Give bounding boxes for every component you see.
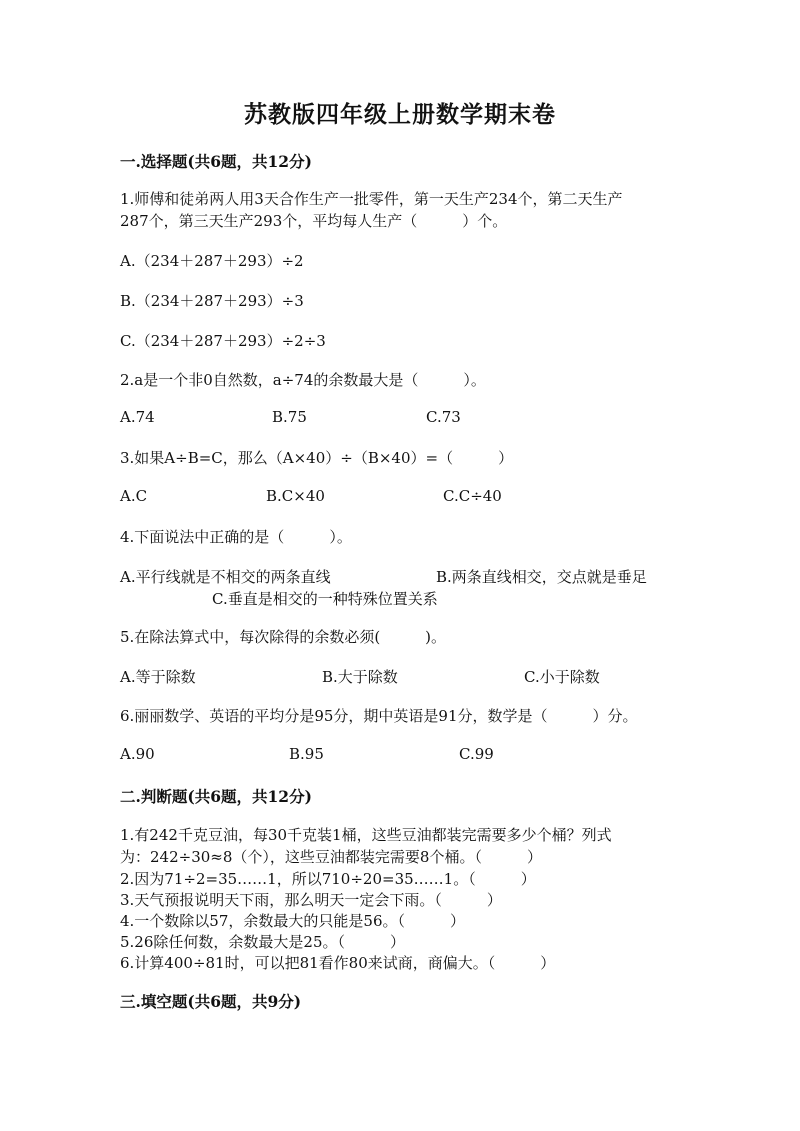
section-heading-multiple-choice: 一.选择题(共6题，共12分) (120, 152, 312, 171)
question-3-option-b: B.C×40 (266, 487, 325, 505)
question-2-option-c: C.73 (426, 408, 461, 426)
question-5-option-b: B.大于除数 (322, 668, 398, 686)
question-6-stem: 6.丽丽数学、英语的平均分是95分，期中英语是91分，数学是（ ）分。 (120, 707, 638, 725)
question-5-option-a: A.等于除数 (120, 668, 196, 686)
question-1-line-2: 287个，第三天生产293个，平均每人生产（ ）个。 (120, 212, 508, 230)
question-6-option-c: C.99 (459, 745, 494, 763)
question-4-option-c: C.垂直是相交的一种特殊位置关系 (212, 590, 438, 608)
true-false-line-1: 1.有242千克豆油，每30千克装1桶，这些豆油都装完需要多少个桶？列式 (120, 826, 612, 844)
section-heading-true-false: 二.判断题(共6题，共12分) (120, 787, 312, 806)
true-false-line-2: 为：242÷30≈8（个），这些豆油都装完需要8个桶。（ ） (120, 848, 542, 866)
question-4-option-a: A.平行线就是不相交的两条直线 (120, 568, 331, 586)
question-1-line-1: 1.师傅和徒弟两人用3天合作生产一批零件，第一天生产234个，第二天生产 (120, 190, 623, 208)
question-5-stem: 5.在除法算式中，每次除得的余数必须( )。 (120, 628, 447, 646)
question-2-stem: 2.a是一个非0自然数，a÷74的余数最大是（ ）。 (120, 371, 486, 389)
true-false-line-6: 5.26除任何数，余数最大是25。（ ） (120, 933, 405, 951)
exam-title: 苏教版四年级上册数学期末卷 (244, 101, 556, 128)
true-false-line-4: 3.天气预报说明天下雨，那么明天一定会下雨。（ ） (120, 891, 502, 909)
question-2-option-a: A.74 (120, 408, 155, 426)
question-5-option-c: C.小于除数 (524, 668, 600, 686)
question-1-option-c: C.（234＋287＋293）÷2÷3 (120, 332, 326, 350)
question-3-option-c: C.C÷40 (443, 487, 502, 505)
section-heading-fill-in: 三.填空题(共6题，共9分) (120, 992, 302, 1011)
question-6-option-a: A.90 (120, 745, 155, 763)
true-false-line-7: 6.计算400÷81时，可以把81看作80来试商，商偏大。（ ） (120, 954, 556, 972)
true-false-line-3: 2.因为71÷2=35……1，所以710÷20=35……1。（ ） (120, 870, 536, 888)
question-3-stem: 3.如果A÷B=C，那么（A×40）÷（B×40）=（ ） (120, 449, 514, 467)
question-6-option-b: B.95 (289, 745, 324, 763)
question-2-option-b: B.75 (272, 408, 307, 426)
question-1-option-a: A.（234＋287＋293）÷2 (120, 252, 304, 270)
question-4-stem: 4.下面说法中正确的是（ ）。 (120, 528, 352, 546)
question-4-option-b: B.两条直线相交，交点就是垂足 (436, 568, 647, 586)
question-3-option-a: A.C (120, 487, 148, 505)
question-1-option-b: B.（234＋287＋293）÷3 (120, 292, 304, 310)
true-false-line-5: 4.一个数除以57，余数最大的只能是56。（ ） (120, 912, 465, 930)
